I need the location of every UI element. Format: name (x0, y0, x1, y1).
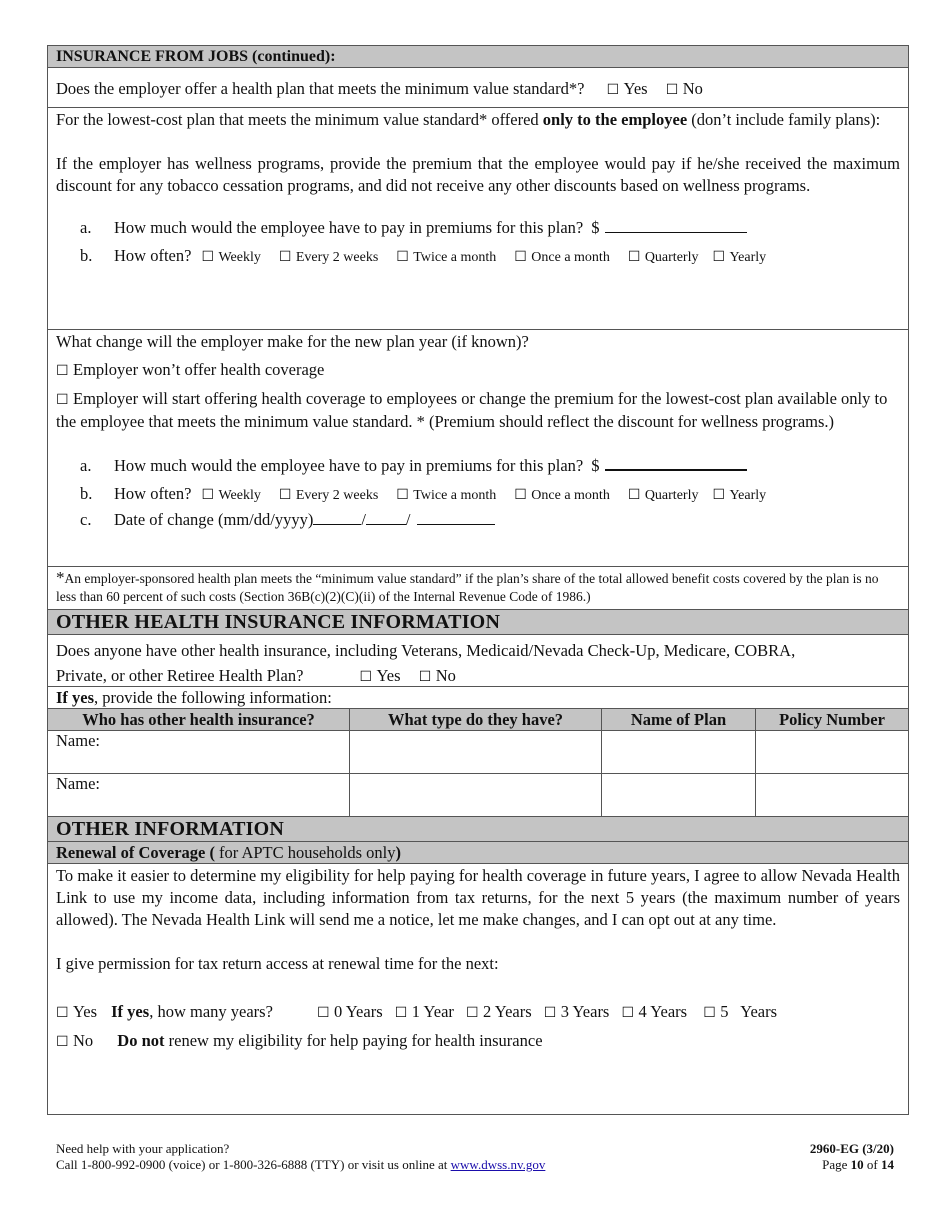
will-start-checkbox[interactable]: ☐ (56, 392, 69, 408)
insurance-from-jobs-header: INSURANCE FROM JOBS (continued): (48, 46, 908, 68)
premium-amount-field[interactable] (605, 217, 747, 233)
new-freq-yearly-checkbox[interactable]: ☐ (712, 487, 726, 503)
how-often-label: How often? (114, 484, 192, 503)
years-4-label: 4 Years (638, 1002, 688, 1021)
item-a-label: a. (80, 456, 92, 475)
will-start-option (56, 388, 900, 433)
freq-twice-month-checkbox[interactable]: ☐ (396, 249, 409, 265)
freq-weekly-label: Weekly (218, 488, 261, 503)
if-yes-instruction (48, 687, 908, 709)
renewal-section (48, 864, 908, 1114)
freq-once-month-label: Once a month (531, 488, 610, 503)
table-cell-plan[interactable] (602, 774, 756, 817)
other-ins-yes-checkbox[interactable]: ☐ (359, 669, 373, 685)
new-frequency-row-b (56, 483, 900, 507)
other-health-insurance-header: OTHER HEALTH INSURANCE INFORMATION (48, 610, 908, 635)
other-ins-yes-label: Yes (376, 666, 401, 685)
will-start-label: Employer will start offering health coverage to employees or change the premium for the lowest-cost plan available only to the employee that meets the minimum value standard. * (Premium should reflect the discount for wellness programs.) (56, 389, 888, 431)
years-5-label: 5 Years (720, 1002, 778, 1021)
freq-yearly-label: Yearly (729, 250, 767, 265)
lowest-intro-text: For the lowest-cost plan that meets the minimum value standard* offered (56, 110, 543, 129)
total-pages: 14 (881, 1157, 894, 1172)
renewal-yes-label: Yes (73, 1002, 98, 1021)
premium-question: How much would the employee have to pay in premiums for this plan? (114, 456, 584, 475)
other-insurance-question-line2 (56, 663, 900, 690)
freq-twice-month-label: Twice a month (413, 488, 497, 503)
renewal-if-yes-bold: If yes (111, 1002, 150, 1021)
new-freq-once-month-checkbox[interactable]: ☐ (514, 487, 527, 503)
of-word: of (863, 1157, 881, 1172)
other-ins-no-checkbox[interactable]: ☐ (418, 669, 432, 685)
freq-weekly-checkbox[interactable]: ☐ (201, 249, 214, 265)
other-insurance-table (48, 709, 908, 817)
wont-offer-label: Employer won’t offer health coverage (73, 360, 325, 379)
years-5-checkbox[interactable]: ☐ (703, 1005, 716, 1021)
current-page: 10 (850, 1157, 864, 1172)
years-2-checkbox[interactable]: ☐ (466, 1005, 479, 1021)
years-0-checkbox[interactable]: ☐ (317, 1005, 330, 1021)
col-insurance-type: What type do they have? (350, 709, 602, 731)
col-policy-number: Policy Number (756, 709, 908, 731)
footer-contact-line (56, 1157, 894, 1173)
item-b-label: b. (80, 246, 93, 265)
freq-quarterly-checkbox[interactable]: ☐ (627, 249, 641, 265)
freq-once-month-checkbox[interactable]: ☐ (514, 249, 527, 265)
freq-twice-month-label: Twice a month (413, 250, 497, 265)
renewal-close-paren: ) (395, 842, 401, 862)
other-insurance-question (48, 635, 908, 687)
other-information-header: OTHER INFORMATION (48, 817, 908, 842)
mv-yes-label: Yes (623, 79, 648, 98)
years-1-checkbox[interactable]: ☐ (394, 1005, 408, 1021)
footnote-star: * (56, 568, 65, 587)
col-plan-name: Name of Plan (602, 709, 756, 731)
renewal-paragraph: To make it easier to determine my eligibility for help paying for health coverage in future years, I agree to allow Nevada Health Link to use my income data, including information from tax returns, for the next 5 years (the maximum number of years allowed). The Nevada Health Link will send me a notice, let me make changes, and I can opt out at any time. (56, 866, 900, 929)
new-premium-amount-field[interactable] (605, 454, 747, 471)
minimum-value-footnote (48, 567, 908, 610)
renewal-no-label: No (73, 1031, 94, 1050)
date-year-field[interactable] (417, 509, 495, 525)
table-cell-policy[interactable] (756, 731, 908, 774)
wellness-instructions: If the employer has wellness programs, provide the premium that the employee would pay if he/she received the maximum discount for any tobacco cessation programs, and did not receive any other discounts based on wellness programs. (56, 154, 900, 195)
minimum-value-question: Does the employer offer a health plan that meets the minimum value standard*? (56, 79, 585, 98)
renewal-no-row (56, 1030, 900, 1053)
new-premium-question-a (56, 454, 900, 477)
how-often-label: How often? (114, 246, 192, 265)
if-yes-bold: If yes (56, 688, 95, 707)
table-cell-type[interactable] (350, 731, 602, 774)
years-3-label: 3 Years (560, 1002, 610, 1021)
mv-yes-checkbox[interactable]: ☐ (606, 82, 620, 98)
table-cell-type[interactable] (350, 774, 602, 817)
freq-once-month-label: Once a month (531, 250, 610, 265)
mv-no-label: No (682, 79, 703, 98)
renewal-no-checkbox[interactable]: ☐ (56, 1034, 69, 1050)
new-freq-twice-month-checkbox[interactable]: ☐ (396, 487, 409, 503)
do-not-bold: Do not (117, 1031, 165, 1050)
mv-no-checkbox[interactable]: ☐ (665, 82, 679, 98)
table-cell-name[interactable]: Name: (48, 731, 350, 774)
wont-offer-option (56, 359, 900, 382)
freq-yearly-checkbox[interactable]: ☐ (712, 249, 726, 265)
freq-every2weeks-label: Every 2 weeks (295, 250, 379, 265)
table-cell-policy[interactable] (756, 774, 908, 817)
renewal-title: Renewal of Coverage ( (56, 842, 215, 862)
employer-change-question: What change will the employer make for the new plan year (if known)? (56, 332, 529, 351)
employer-change-section (48, 330, 908, 567)
new-freq-quarterly-checkbox[interactable]: ☐ (627, 487, 641, 503)
other-insurance-question-line1: Does anyone have other health insurance, including Veterans, Medicaid/Nevada Check-Up, Medicare, COBRA, (56, 641, 796, 660)
item-c-label: c. (80, 510, 92, 529)
premium-question-a (56, 217, 900, 239)
dwss-website-link[interactable]: www.dwss.nv.gov (450, 1157, 546, 1172)
dollar-sign: $ (591, 456, 600, 475)
freq-yearly-label: Yearly (729, 488, 767, 503)
lowest-cost-intro (56, 109, 900, 131)
if-yes-rest: , provide the following information: (94, 688, 332, 707)
footer-page-info (810, 1141, 894, 1173)
renewal-scope: for APTC households only (219, 842, 396, 862)
wont-offer-checkbox[interactable]: ☐ (56, 363, 69, 379)
freq-every2weeks-checkbox[interactable]: ☐ (278, 249, 292, 265)
page-number (810, 1157, 894, 1173)
years-4-checkbox[interactable]: ☐ (621, 1005, 635, 1021)
freq-quarterly-label: Quarterly (644, 250, 699, 265)
renewal-yes-row (56, 1001, 900, 1024)
footnote-text: An employer-sponsored health plan meets the “minimum value standard” if the plan’s share of the total allowed benefit costs covered by the plan is no less than 60 percent of such costs (Section 36B(c)(2)(C)(ii) of the Internal Revenue Code of 1986.) (56, 571, 879, 604)
page-word: Page (822, 1157, 851, 1172)
footer-phone-text: Call 1-800-992-0900 (voice) or 1-800-326-6888 (TTY) or visit us online at (56, 1157, 451, 1172)
renewal-if-yes-rest: , how many years? (149, 1002, 273, 1021)
page-footer (56, 1141, 894, 1173)
freq-weekly-label: Weekly (218, 250, 261, 265)
do-not-renew-text: renew my eligibility for help paying for health insurance (164, 1031, 543, 1050)
frequency-row-b (56, 245, 900, 269)
years-2-label: 2 Years (483, 1002, 532, 1021)
freq-quarterly-label: Quarterly (644, 488, 699, 503)
col-who-has-insurance: Who has other health insurance? (48, 709, 350, 731)
new-freq-weekly-checkbox[interactable]: ☐ (201, 487, 214, 503)
table-cell-name[interactable]: Name: (48, 774, 350, 817)
application-form-page (47, 45, 909, 1115)
item-a-label: a. (80, 218, 92, 237)
freq-every2weeks-label: Every 2 weeks (295, 488, 379, 503)
other-insurance-question-text: Private, or other Retiree Health Plan? (56, 666, 304, 685)
date-of-change-row-c: c. Date of change (mm/dd/yyyy) / / (56, 509, 900, 531)
premium-question: How much would the employee have to pay in premiums for this plan? (114, 218, 584, 237)
date-day-field[interactable] (366, 509, 406, 525)
renewal-yes-checkbox[interactable]: ☐ (56, 1005, 69, 1021)
date-month-field[interactable] (313, 509, 361, 525)
tax-permission-statement: I give permission for tax return access at renewal time for the next: (56, 954, 499, 973)
years-1-label: 1 Year (411, 1002, 454, 1021)
dollar-sign: $ (591, 218, 600, 237)
form-id: 2960-EG (3/20) (809, 1141, 894, 1156)
footer-help-text: Need help with your application? (56, 1141, 230, 1156)
new-freq-every2weeks-checkbox[interactable]: ☐ (278, 487, 292, 503)
table-cell-plan[interactable] (602, 731, 756, 774)
minimum-value-question-section (48, 68, 908, 108)
years-3-checkbox[interactable]: ☐ (543, 1005, 557, 1021)
date-of-change-label: Date of change (mm/dd/yyyy) (114, 510, 314, 529)
item-b-label: b. (80, 484, 93, 503)
renewal-of-coverage-subheader (48, 842, 908, 864)
years-0-label: 0 Years (334, 1002, 383, 1021)
only-to-employee-text: only to the employee (542, 110, 688, 129)
lowest-cost-plan-section (48, 108, 908, 330)
other-ins-no-label: No (435, 666, 456, 685)
lowest-intro-end: (don’t include family plans): (687, 110, 881, 129)
